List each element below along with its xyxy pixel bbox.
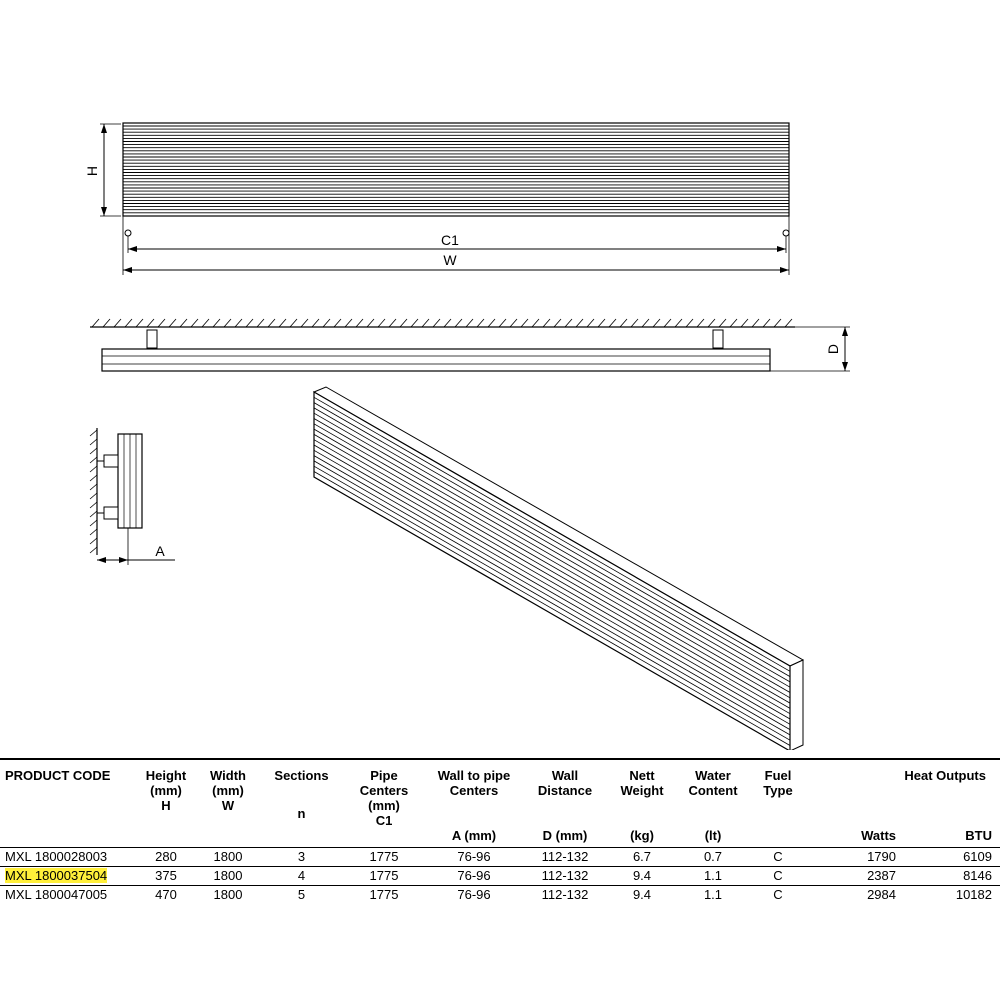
header-row (0, 759, 1000, 828)
table-row (0, 867, 1000, 886)
header-d-mm: D (mm) (542, 828, 588, 843)
cell-fuel: C (748, 867, 808, 886)
units-row (0, 828, 1000, 848)
centers-dim-label: C1 (441, 232, 459, 248)
plan-wall-hatch (92, 319, 792, 327)
header-kg: (kg) (630, 828, 654, 843)
cell-sections: 4 (259, 867, 344, 886)
cell-d: 112-132 (541, 887, 589, 902)
cell-sections: 5 (297, 887, 306, 902)
cell-sections: 3 (259, 848, 344, 867)
front-view (84, 123, 789, 275)
side-wall-hatch (90, 430, 97, 553)
cell-weight: 6.7 (606, 848, 678, 867)
cell-d: 112-132 (524, 867, 606, 886)
cell-weight: 9.4 (632, 887, 652, 902)
header-product-code: PRODUCT CODE (5, 768, 111, 783)
cell-height: 375 (135, 867, 197, 886)
header-width: Width (mm) W (210, 768, 246, 813)
a-dim-label: A (155, 543, 165, 559)
cell-a: 76-96 (424, 867, 524, 886)
cell-d: 112-132 (524, 848, 606, 867)
cell-watts: 2984 (867, 887, 896, 902)
header-nett-weight: Nett Weight (620, 768, 664, 798)
cell-weight: 9.4 (606, 867, 678, 886)
cell-a: 76-96 (424, 848, 524, 867)
side-view (90, 428, 175, 565)
cell-pipe-centers: 1775 (344, 867, 424, 886)
cell-btu: 8146 (908, 867, 1000, 886)
cell-water: 0.7 (678, 848, 748, 867)
header-water-content: Water Content (688, 768, 738, 798)
header-wall-distance: Wall Distance (537, 768, 593, 798)
product-code: MXL 1800047005 (5, 887, 108, 902)
header-wall-to-pipe: Wall to pipe Centers (437, 768, 511, 798)
cell-btu: 6109 (908, 848, 1000, 867)
cell-width: 1800 (197, 867, 259, 886)
table-row (0, 848, 1000, 867)
header-heat-outputs: Heat Outputs (904, 768, 986, 783)
table-row (0, 886, 1000, 905)
cell-watts: 1790 (808, 848, 908, 867)
depth-dim-label: D (825, 343, 841, 355)
cell-height: 280 (135, 848, 197, 867)
cell-water: 1.1 (703, 887, 723, 902)
header-height: Height (mm) H (145, 768, 187, 813)
header-btu: BTU (965, 828, 992, 843)
header-fuel-type: Fuel Type (763, 768, 793, 798)
cell-fuel: C (748, 848, 808, 867)
header-sections: Sections (274, 768, 329, 783)
header-pipe-centers: Pipe Centers (mm) C1 (359, 768, 409, 828)
product-code: MXL 1800028003 (5, 849, 108, 864)
cell-watts: 2387 (808, 867, 908, 886)
specification-table (0, 758, 1000, 904)
cell-width: 1800 (197, 848, 259, 867)
header-sections-n: n (297, 806, 306, 821)
cell-pipe-centers: 1775 (369, 887, 399, 902)
cell-btu: 10182 (955, 887, 992, 902)
cell-fuel: C (773, 887, 783, 902)
width-dim-label: W (443, 252, 457, 268)
cell-pipe-centers: 1775 (344, 848, 424, 867)
height-dim-label: H (84, 165, 100, 177)
cell-width: 1800 (213, 887, 243, 902)
cell-a: 76-96 (457, 887, 491, 902)
isometric-view (314, 387, 803, 750)
header-lt: (lt) (704, 828, 722, 843)
cell-height: 470 (155, 887, 177, 902)
front-view-slats (123, 126, 789, 213)
plan-view (90, 319, 850, 371)
header-a-mm: A (mm) (451, 828, 497, 843)
header-watts: Watts (861, 828, 896, 843)
product-code-highlighted: MXL 1800037504 (5, 868, 108, 883)
cell-water: 1.1 (678, 867, 748, 886)
